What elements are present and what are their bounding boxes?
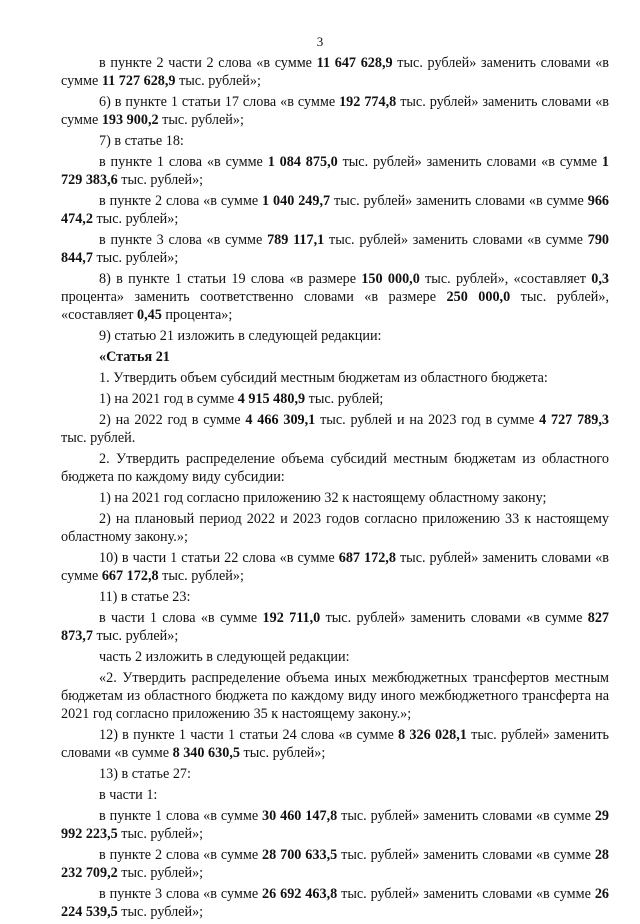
text-run: 6) в пункте 1 статьи 17 слова «в сумме <box>99 94 340 110</box>
text-run: 2) на плановый период 2022 и 2023 годов согласно приложению 33 к настоящему областному закону.»; <box>61 511 609 545</box>
text-run: тыс. рублей»; <box>117 904 204 920</box>
bold-text: 8 326 028,1 <box>398 727 467 743</box>
text-run: тыс. рублей» заменить словами «в сумме <box>330 193 588 209</box>
bold-text: 4 466 309,1 <box>245 412 316 428</box>
paragraph <box>61 669 609 723</box>
text-run: процента»; <box>161 307 233 323</box>
text-run: тыс. рублей» заменить словами «в сумме <box>337 847 595 863</box>
paragraph <box>61 192 609 228</box>
text-run: тыс. рублей»; <box>117 865 204 881</box>
bold-text: 29 992 223,5 <box>61 808 609 842</box>
paragraph <box>61 765 609 783</box>
text-run: в пункте 3 слова «в сумме <box>99 232 268 248</box>
paragraph <box>61 270 609 324</box>
document-body <box>61 54 609 924</box>
text-run: тыс. рублей и на 2023 год в сумме <box>315 412 540 428</box>
text-run: тыс. рублей» заменить словами «в сумме <box>324 232 588 248</box>
bold-text: 26 224 539,5 <box>61 886 609 920</box>
bold-text: 11 727 628,9 <box>101 73 176 89</box>
text-run: тыс. рублей; <box>305 391 384 407</box>
bold-text: «Статья 21 <box>99 349 170 365</box>
text-run: тыс. рублей»; <box>239 745 326 761</box>
text-run: «2. Утвердить распределение объема иных межбюджетных трансфертов местным бюджетам из областного бюджета по каждому виду иного межбюджетного трансферта на 2021 год согласно приложению 35 к настоящему закону.»; <box>61 670 609 722</box>
text-run: тыс. рублей», «составляет <box>419 271 592 287</box>
text-run: тыс. рублей»; <box>158 568 244 584</box>
text-run: 1) на 2021 год в сумме <box>99 391 238 407</box>
paragraph <box>61 327 609 345</box>
text-run: 13) в статье 27: <box>99 766 191 782</box>
text-run: 2. Утвердить распределение объема субсидий местным бюджетам из областного бюджета по каждому виду субсидии: <box>61 451 609 485</box>
text-run: тыс. рублей» заменить словами «в сумме <box>61 727 610 761</box>
paragraph <box>61 348 609 366</box>
paragraph <box>61 369 609 387</box>
text-run: в части 1 слова «в сумме <box>99 610 263 626</box>
paragraph <box>61 549 609 585</box>
text-run: в пункте 1 слова «в сумме <box>99 154 268 170</box>
paragraph <box>61 588 609 606</box>
paragraph <box>61 807 609 843</box>
text-run: в части 1: <box>99 787 158 803</box>
paragraph <box>61 846 609 882</box>
bold-text: 966 474,2 <box>61 193 609 227</box>
text-run: тыс. рублей»; <box>158 112 244 128</box>
text-run: тыс. рублей. <box>61 430 136 446</box>
text-run: процента» заменить соответственно словами «в размере <box>61 289 447 305</box>
bold-text: 667 172,8 <box>101 568 159 584</box>
text-run: в пункте 2 части 2 слова «в сумме <box>99 55 317 71</box>
paragraph <box>61 411 609 447</box>
bold-text: 193 900,2 <box>101 112 159 128</box>
text-run: в пункте 2 слова «в сумме <box>99 847 263 863</box>
paragraph <box>61 726 609 762</box>
text-run: тыс. рублей» заменить словами «в сумме <box>337 154 602 170</box>
text-run: 2) на 2022 год в сумме <box>99 412 246 428</box>
text-run: тыс. рублей»; <box>92 211 179 227</box>
bold-text: 250 000,0 <box>446 289 511 305</box>
bold-text: 0,3 <box>591 271 609 287</box>
text-run: 1) на 2021 год согласно приложению 32 к настоящему областному закону; <box>99 490 547 506</box>
text-run: тыс. рублей» заменить словами «в сумме <box>61 94 609 128</box>
bold-text: 26 692 463,8 <box>262 886 338 902</box>
paragraph <box>61 489 609 507</box>
text-run: тыс. рублей»; <box>175 73 261 89</box>
paragraph <box>61 132 609 150</box>
bold-text: 192 774,8 <box>339 94 397 110</box>
text-run: тыс. рублей»; <box>92 250 179 266</box>
bold-text: 30 460 147,8 <box>262 808 338 824</box>
text-run: тыс. рублей»; <box>117 826 204 842</box>
bold-text: 4 915 480,9 <box>237 391 306 407</box>
paragraph <box>61 93 609 129</box>
text-run: 7) в статье 18: <box>99 133 184 149</box>
bold-text: 1 040 249,7 <box>262 193 331 209</box>
text-run: тыс. рублей» заменить словами «в сумме <box>320 610 588 626</box>
text-run: 1. Утвердить объем субсидий местным бюджетам из областного бюджета: <box>99 370 548 386</box>
text-run: 8) в пункте 1 статьи 19 слова «в размере <box>99 271 362 287</box>
paragraph <box>61 648 609 666</box>
text-run: в пункте 3 слова «в сумме <box>99 886 263 902</box>
bold-text: 827 873,7 <box>61 610 609 644</box>
text-run: в пункте 1 слова «в сумме <box>99 808 263 824</box>
bold-text: 790 844,7 <box>61 232 609 266</box>
paragraph <box>61 609 609 645</box>
bold-text: 28 700 633,5 <box>262 847 338 863</box>
text-run: тыс. рублей»; <box>117 172 204 188</box>
bold-text: 4 727 789,3 <box>539 412 610 428</box>
bold-text: 150 000,0 <box>361 271 420 287</box>
bold-text: 11 647 628,9 <box>316 55 393 71</box>
paragraph <box>61 54 609 90</box>
text-run: тыс. рублей»; <box>92 628 179 644</box>
paragraph <box>61 786 609 804</box>
text-run: 11) в статье 23: <box>99 589 191 605</box>
bold-text: 8 340 630,5 <box>172 745 240 761</box>
text-run: часть 2 изложить в следующей редакции: <box>99 649 350 665</box>
text-run: 9) статью 21 изложить в следующей редакции: <box>99 328 382 344</box>
paragraph <box>61 510 609 546</box>
paragraph <box>61 450 609 486</box>
bold-text: 192 711,0 <box>262 610 321 626</box>
text-run: тыс. рублей» заменить словами «в сумме <box>61 55 610 89</box>
paragraph <box>61 390 609 408</box>
bold-text: 28 232 709,2 <box>61 847 609 881</box>
text-run: тыс. рублей», «составляет <box>61 289 610 323</box>
bold-text: 1 084 875,0 <box>267 154 338 170</box>
text-run: тыс. рублей» заменить словами «в сумме <box>337 886 595 902</box>
bold-text: 0,45 <box>136 307 162 323</box>
text-run: 12) в пункте 1 части 1 статьи 24 слова «в сумме <box>99 727 399 743</box>
bold-text: 1 729 383,6 <box>61 154 610 188</box>
bold-text: 789 117,1 <box>267 232 325 248</box>
paragraph <box>61 885 609 921</box>
paragraph <box>61 153 609 189</box>
page-number: 3 <box>316 34 324 49</box>
text-run: тыс. рублей» заменить словами «в сумме <box>337 808 595 824</box>
text-run: в пункте 2 слова «в сумме <box>99 193 263 209</box>
bold-text: 687 172,8 <box>338 550 396 566</box>
text-run: тыс. рублей» заменить словами «в сумме <box>61 550 610 584</box>
paragraph <box>61 231 609 267</box>
text-run: 10) в части 1 статьи 22 слова «в сумме <box>99 550 339 566</box>
